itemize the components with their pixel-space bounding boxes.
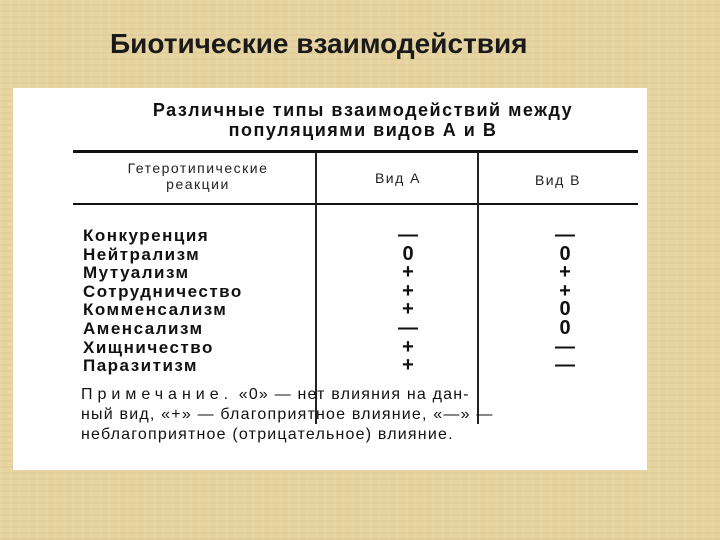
header-species-a: Вид А <box>374 170 422 186</box>
table-header-rule <box>73 203 638 205</box>
header-species-b: Вид В <box>534 172 582 188</box>
interaction-type-label: Комменсализм <box>83 300 228 320</box>
table-row <box>13 263 647 282</box>
species-b-effect: — <box>555 224 575 246</box>
species-a-effect: + <box>402 261 414 284</box>
header-reactions-line-2: реакции <box>166 176 230 192</box>
table-row <box>13 335 647 358</box>
species-b-effect: 0 <box>559 242 571 265</box>
interaction-type-label: Аменсализм <box>83 319 204 338</box>
interaction-type-label: Конкуренция <box>83 226 210 245</box>
species-a-effect: 0 <box>402 242 414 265</box>
interaction-type-label: Нейтрализм <box>83 244 201 264</box>
note-line-1 <box>81 386 470 404</box>
interaction-type-label: Паразитизм <box>83 356 198 376</box>
species-b-effect: + <box>559 279 571 302</box>
table-row <box>13 319 647 338</box>
species-b-effect: 0 <box>559 298 571 321</box>
species-b-effect: — <box>555 335 575 358</box>
table-row <box>13 300 647 319</box>
note-line-3: неблагоприятное (отрицательное) влияние. <box>81 426 454 443</box>
species-a-effect: + <box>402 354 414 377</box>
note-line-2: ный вид, «+» — благоприятное влияние, «—» — <box>81 406 494 423</box>
species-a-effect: — <box>398 224 418 246</box>
species-b-effect: — <box>555 354 575 377</box>
header-reactions-line-1: Гетеротипические <box>127 160 269 176</box>
table-top-rule <box>73 150 638 153</box>
table-row <box>13 242 647 265</box>
species-a-effect: — <box>398 317 418 339</box>
table-caption-line-1: Различные типы взаимодействий между <box>152 100 574 120</box>
note-label: Примечание. <box>81 386 234 403</box>
species-b-effect: + <box>559 261 571 284</box>
interaction-type-label: Мутуализм <box>83 263 190 283</box>
table-row <box>13 226 647 245</box>
interaction-type-label: Сотрудничество <box>83 281 243 301</box>
table-caption-line-2: популяциями видов А и В <box>228 120 498 140</box>
species-a-effect: + <box>402 335 414 358</box>
table-row <box>13 356 647 375</box>
note-line-1-text: «0» — нет влияния на дан- <box>238 386 470 403</box>
interaction-type-label: Хищничество <box>83 337 214 357</box>
species-a-effect: + <box>402 298 414 321</box>
slide-title: Биотические взаимодействия <box>110 28 528 59</box>
table-row <box>13 279 647 302</box>
scanned-table-image <box>13 88 647 470</box>
species-a-effect: + <box>402 279 414 302</box>
species-b-effect: 0 <box>559 317 571 339</box>
